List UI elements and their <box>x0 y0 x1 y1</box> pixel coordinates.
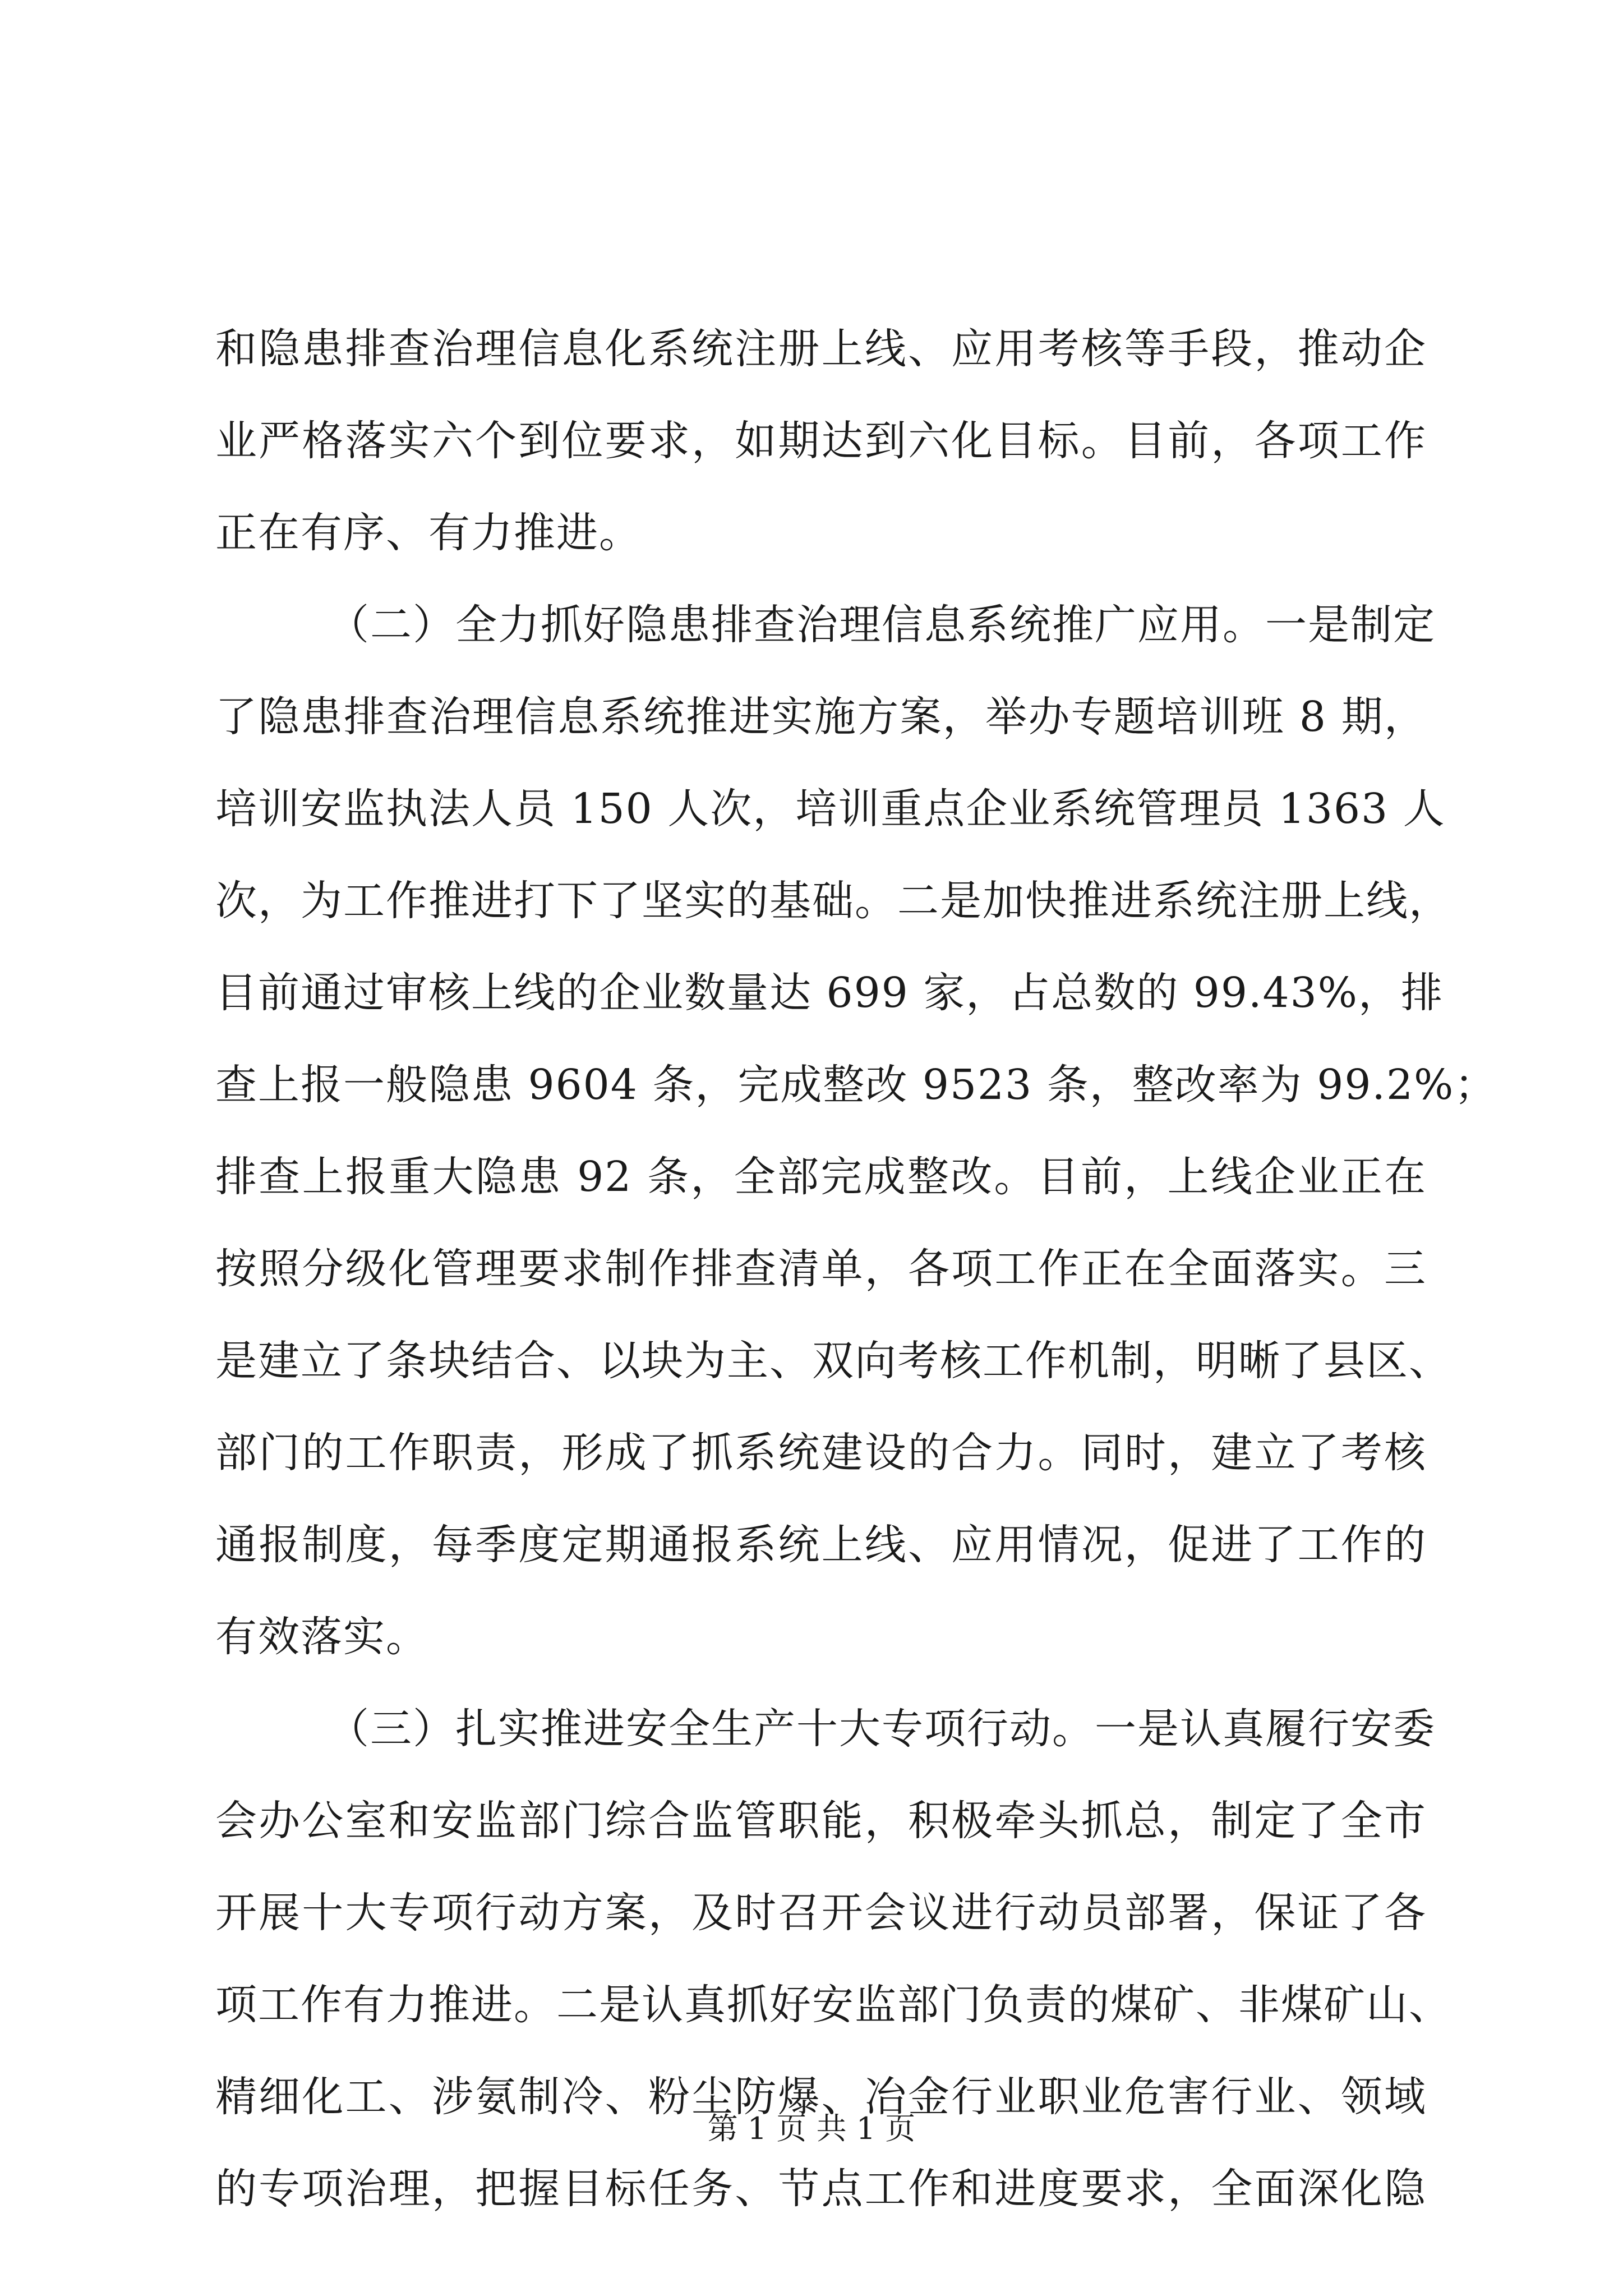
text-line: 开展十大专项行动方案，及时召开会议进行动员部署，保证了各 <box>215 1889 1427 1937</box>
text-line: 部门的工作职责，形成了抓系统建设的合力。同时，建立了考核 <box>215 1429 1427 1477</box>
text-line: 通报制度，每季度定期通报系统上线、应用情况，促进了工作的 <box>215 1521 1427 1569</box>
section-heading-line: （三）扎实推进安全生产十大专项行动。一是认真履行安委 <box>328 1705 1436 1753</box>
text-line: 业严格落实六个到位要求，如期达到六化目标。目前，各项工作 <box>215 417 1427 465</box>
text-line: 的专项治理，把握目标任务、节点工作和进度要求，全面深化隐 <box>215 2165 1427 2213</box>
text-line: 项工作有力推进。二是认真抓好安监部门负责的煤矿、非煤矿山、 <box>215 1981 1451 2029</box>
text-line: 目前通过审核上线的企业数量达 699 家，占总数的 99.43%，排 <box>215 969 1444 1017</box>
text-line: 和隐患排查治理信息化系统注册上线、应用考核等手段，推动企 <box>215 325 1427 373</box>
page-number: 第 1 页 共 1 页 <box>707 2111 916 2146</box>
text-line: 精细化工、涉氨制冷、粉尘防爆、冶金行业职业危害行业、领域 <box>215 2073 1427 2121</box>
text-line: 排查上报重大隐患 92 条，全部完成整改。目前，上线企业正在 <box>215 1153 1427 1201</box>
section-heading-line: （二）全力抓好隐患排查治理信息系统推广应用。一是制定 <box>328 601 1436 649</box>
text-line: 会办公室和安监部门综合监管职能，积极牵头抓总，制定了全市 <box>215 1797 1427 1845</box>
text-line: 查上报一般隐患 9604 条，完成整改 9523 条，整改率为 99.2%； <box>215 1061 1497 1109</box>
text-line: 培训安监执法人员 150 人次，培训重点企业系统管理员 1363 人 <box>215 785 1446 833</box>
text-line: 有效落实。 <box>215 1613 428 1661</box>
document-body <box>215 303 1497 2235</box>
text-line: 正在有序、有力推进。 <box>215 509 642 557</box>
text-line: 了隐患排查治理信息系统推进实施方案，举办专题培训班 8 期， <box>215 693 1427 741</box>
text-line: 按照分级化管理要求制作排查清单，各项工作正在全面落实。三 <box>215 1245 1427 1293</box>
text-line: 是建立了条块结合、以块为主、双向考核工作机制，明晰了县区、 <box>215 1337 1451 1385</box>
text-line: 次，为工作推进打下了坚实的基础。二是加快推进系统注册上线， <box>215 877 1451 925</box>
page-footer <box>0 2109 1623 2148</box>
